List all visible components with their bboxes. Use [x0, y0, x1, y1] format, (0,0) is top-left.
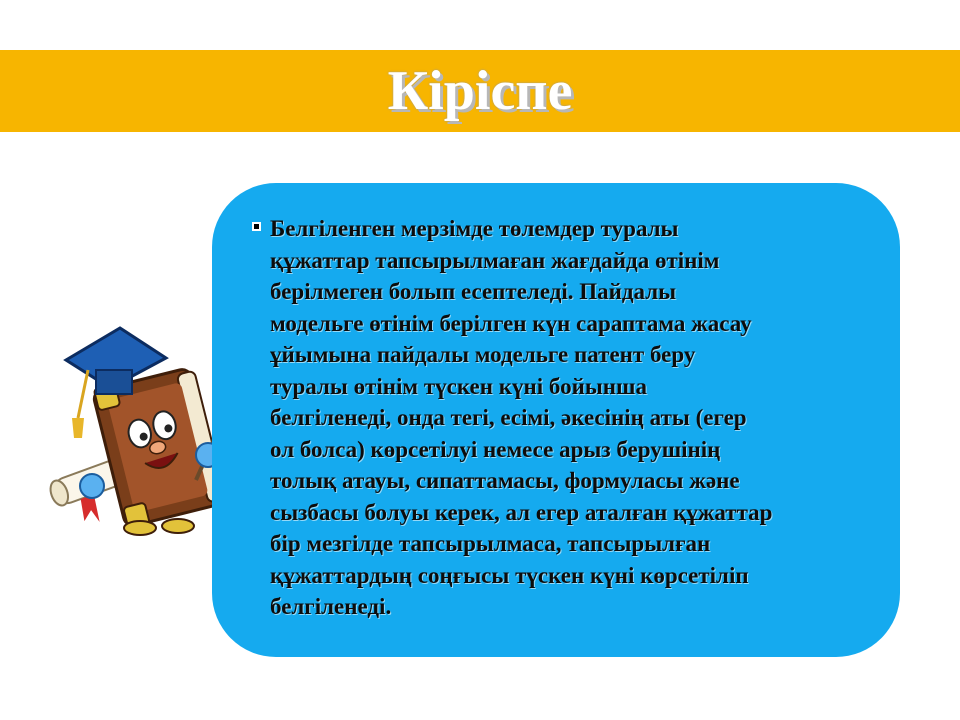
slide-title: Кіріспе	[387, 60, 573, 122]
book-graduate-mascot-icon	[48, 300, 238, 540]
bullet-item	[252, 213, 870, 623]
bullet-text: Белгіленген мерзімде төлемдер туралы құжаттар тапсырылмаған жағдайда өтінім берілмеген болып есептеледі. Пайдалы модельге өтінім берілген күн сараптама жасау ұйымына пайдалы модельге патент беру туралы өтінім түскен күні бойынша белгіленеді, онда тегі, есімі, әкесінің аты (егер ол болса) көрсетілуі немесе арыз берушінің толық атауы, сипаттамасы, формуласы және сызбасы болуы керек, ал егер аталған құжаттар бір мезгілде тапсырылмаса, тапсырылған құжаттардың соңғысы түскен күні көрсетіліп белгіленеді.	[270, 216, 773, 619]
square-bullet-icon	[252, 222, 261, 231]
